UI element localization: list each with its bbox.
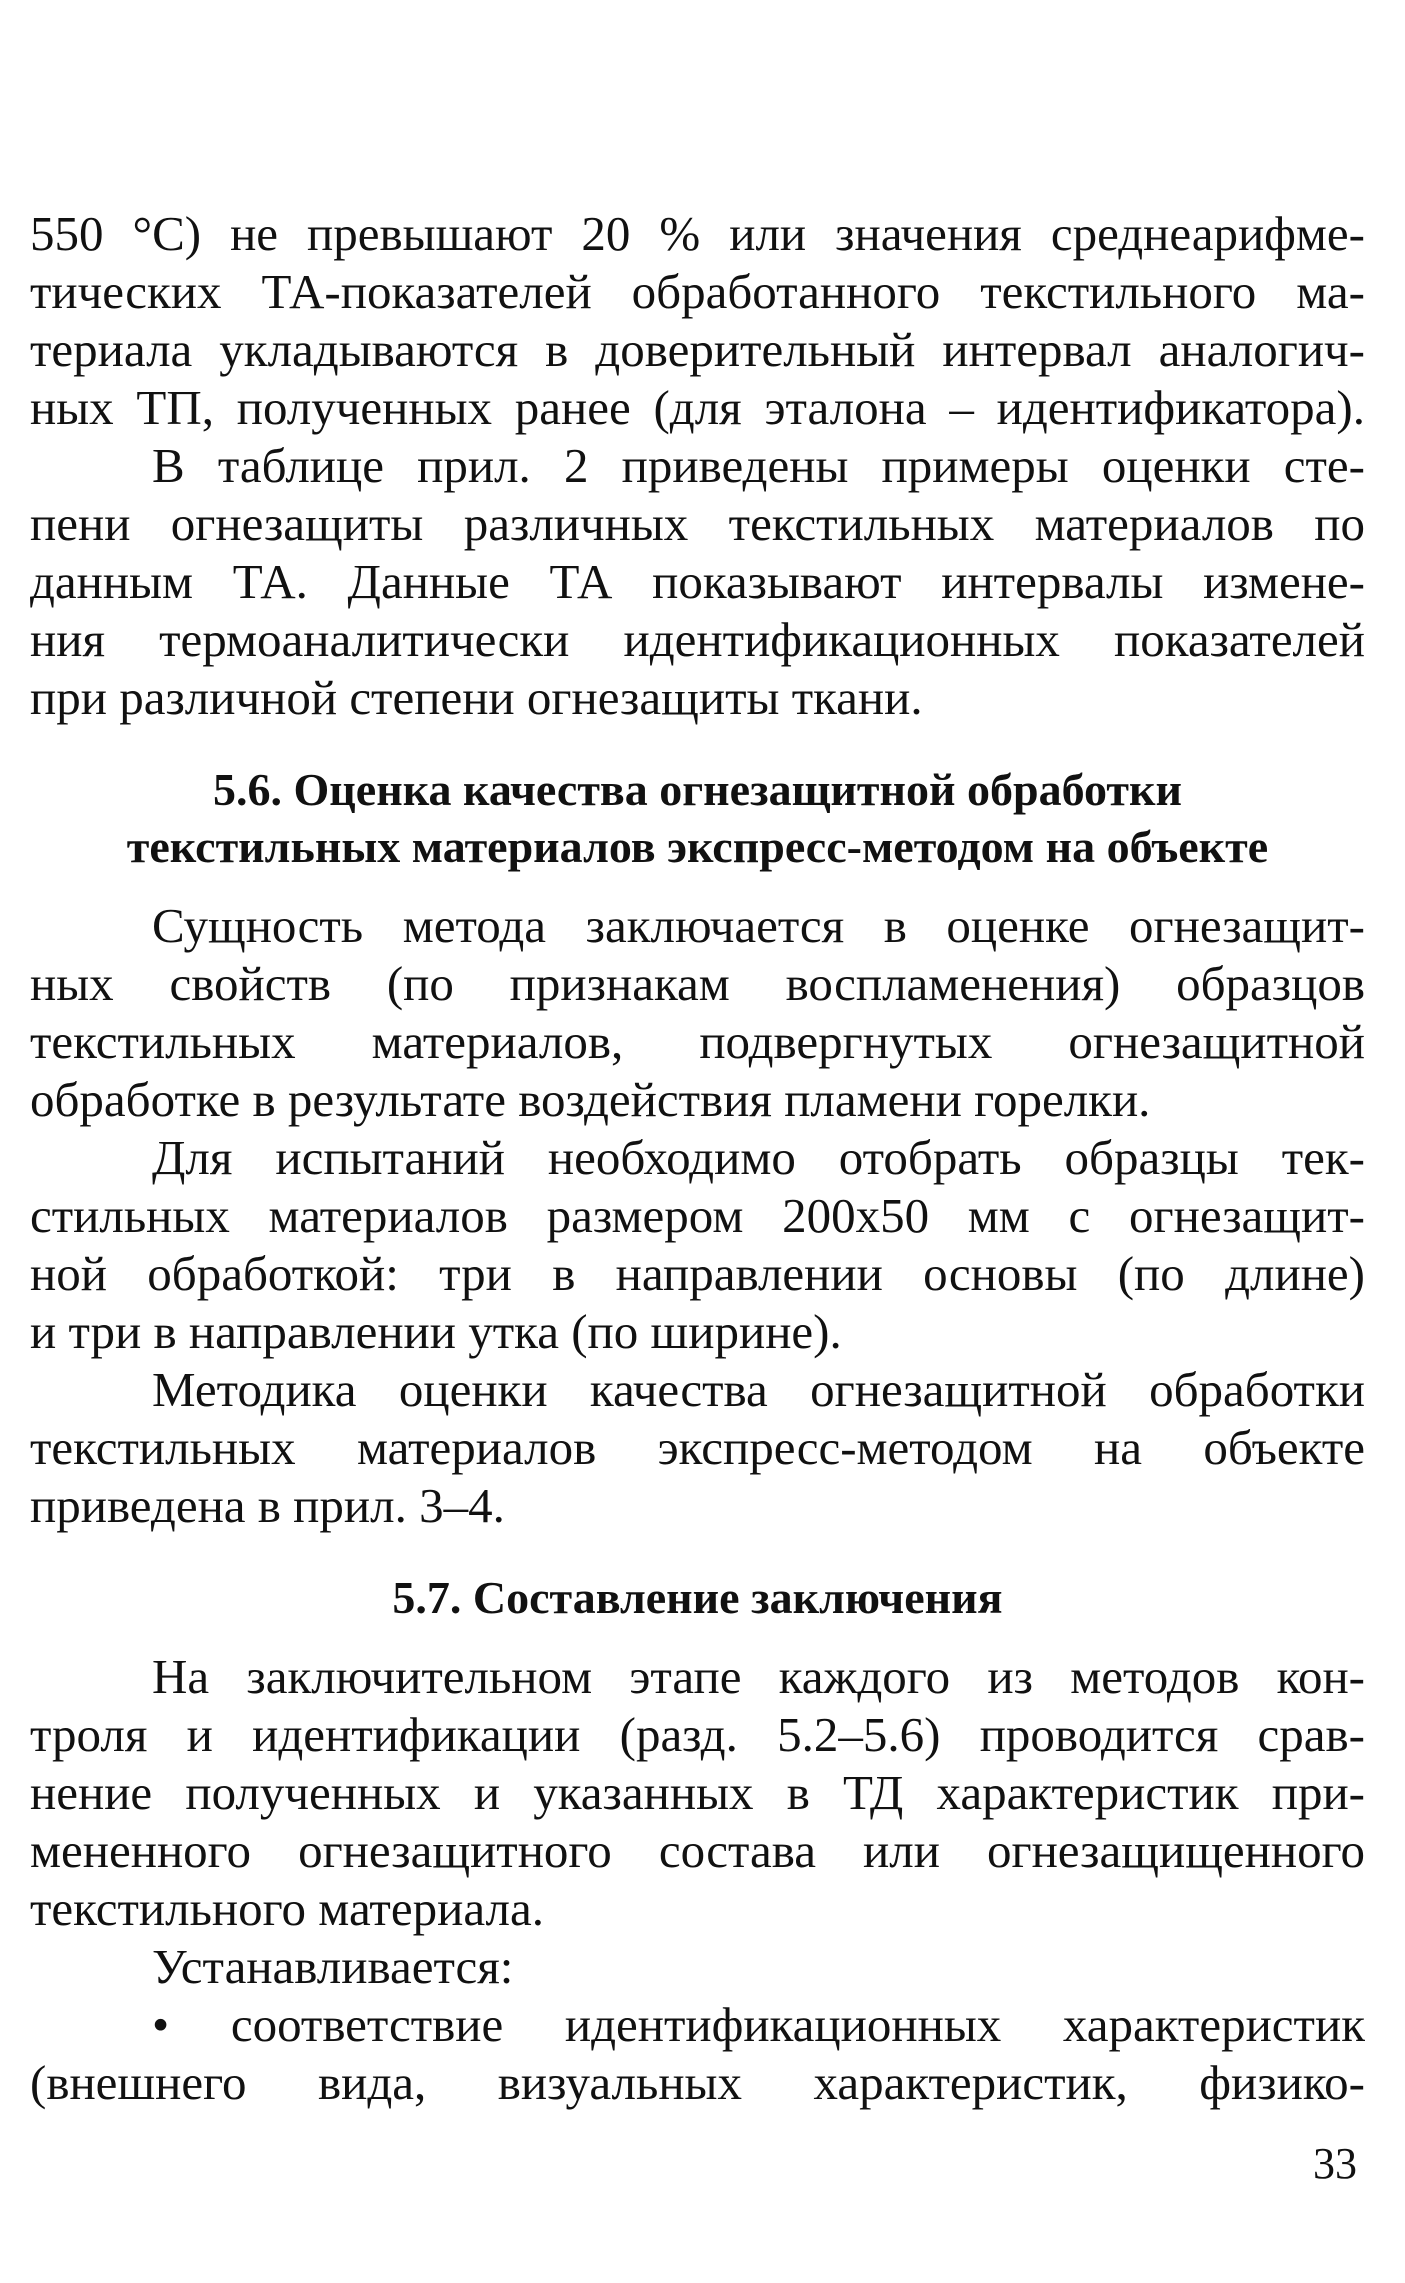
text-line: текстильных материалов, подвергнутых огнезащитной — [30, 1014, 1365, 1069]
text-line: На заключительном этапе каждого из методов кон- — [152, 1649, 1365, 1704]
paragraph-5 — [30, 1361, 1365, 1535]
paragraph-1 — [30, 205, 1365, 437]
paragraph-3 — [30, 897, 1365, 1129]
text-line: териала укладываются в доверительный интервал аналогич- — [30, 322, 1365, 377]
text-line: мененного огнезащитного состава или огнезащищенного — [30, 1823, 1365, 1878]
text-line: ных свойств (по признакам воспламенения) образцов — [30, 956, 1365, 1011]
bullet-item — [30, 1996, 1365, 2112]
paragraph-6 — [30, 1648, 1365, 1938]
text-line: Устанавливается: — [152, 1939, 514, 1994]
text-line: тических ТА-показателей обработанного текстильного ма- — [30, 264, 1365, 319]
page-body — [30, 205, 1365, 2112]
text-line: Сущность метода заключается в оценке огнезащит- — [152, 898, 1365, 953]
text-line: текстильных материалов экспресс-методом на объекте — [30, 1420, 1365, 1475]
text-line: и три в направлении утка (по ширине). — [30, 1304, 842, 1359]
text-line: при различной степени огнезащиты ткани. — [30, 670, 923, 725]
section-heading-5-6 — [30, 761, 1365, 875]
heading-line: 5.6. Оценка качества огнезащитной обработки — [213, 764, 1182, 815]
text-line: • соответствие идентификационных характеристик — [152, 1997, 1365, 2052]
text-line: стильных материалов размером 200х50 мм с огнезащит- — [30, 1188, 1365, 1243]
text-line: ния термоаналитически идентификационных показателей — [30, 612, 1365, 667]
paragraph-4 — [30, 1129, 1365, 1361]
heading-line: текстильных материалов экспресс-методом на объекте — [126, 821, 1269, 872]
text-line: ных ТП, полученных ранее (для эталона – идентификатора). — [30, 380, 1365, 435]
text-line: В таблице прил. 2 приведены примеры оценки сте- — [152, 438, 1365, 493]
section-heading-5-7 — [30, 1569, 1365, 1626]
page-number: 33 — [1313, 2139, 1357, 2188]
heading-line: 5.7. Составление заключения — [392, 1572, 1003, 1623]
text-line: пени огнезащиты различных текстильных материалов по — [30, 496, 1365, 551]
paragraph-2 — [30, 437, 1365, 727]
text-line: 550 °С) не превышают 20 % или значения среднеарифме- — [30, 206, 1365, 261]
text-line: ной обработкой: три в направлении основы (по длине) — [30, 1246, 1365, 1301]
text-line: троля и идентификации (разд. 5.2–5.6) проводится срав- — [30, 1707, 1365, 1762]
text-line: обработке в результате воздействия пламени горелки. — [30, 1072, 1151, 1127]
paragraph-7 — [30, 1938, 1365, 1996]
text-line: Для испытаний необходимо отобрать образцы тек- — [152, 1130, 1365, 1185]
text-line: (внешнего вида, визуальных характеристик, физико- — [30, 2055, 1365, 2110]
text-line: Методика оценки качества огнезащитной обработки — [152, 1362, 1365, 1417]
text-line: приведена в прил. 3–4. — [30, 1478, 505, 1533]
text-line: данным ТА. Данные ТА показывают интервалы измене- — [30, 554, 1365, 609]
text-line: нение полученных и указанных в ТД характеристик при- — [30, 1765, 1365, 1820]
text-line: текстильного материала. — [30, 1881, 544, 1936]
